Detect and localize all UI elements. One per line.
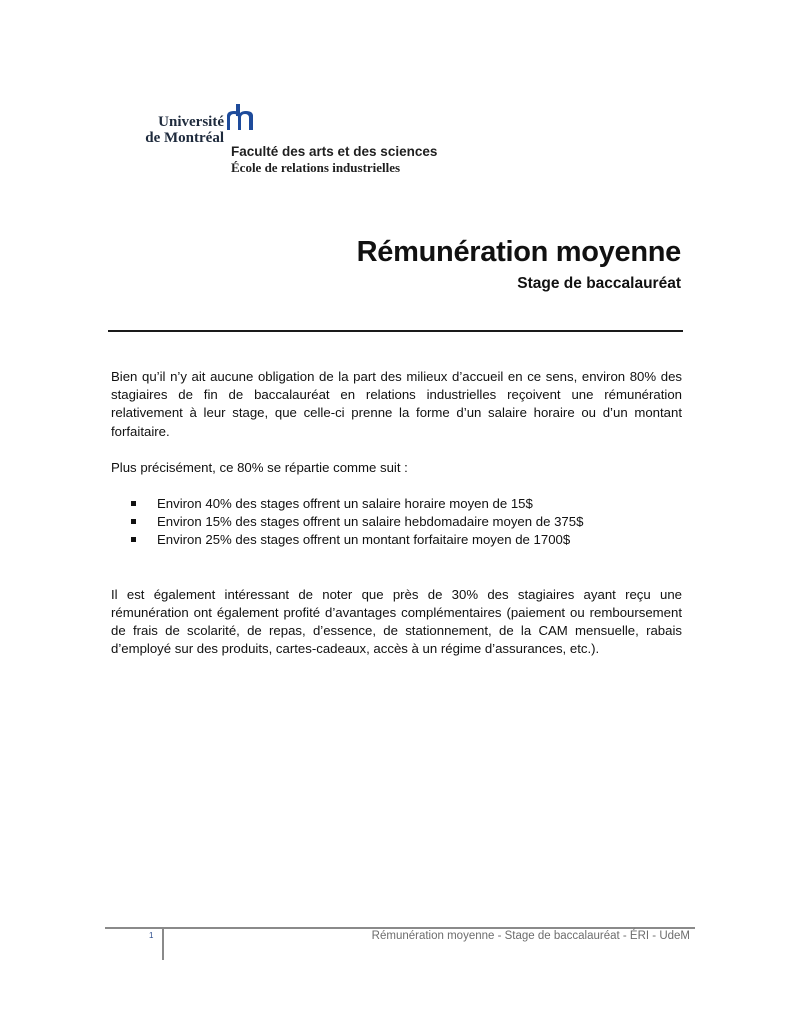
bullet-square-icon — [131, 501, 136, 506]
bullet-square-icon — [131, 519, 136, 524]
document-title: Rémunération moyenne — [356, 236, 681, 268]
page-number: 1 — [149, 931, 154, 940]
list-item — [131, 513, 682, 531]
bullet-list — [111, 495, 682, 550]
footer-vertical-divider — [162, 927, 164, 960]
paragraph-breakdown: Plus précisément, ce 80% se répartie comme suit : — [111, 459, 408, 475]
faculty-name: Faculté des arts et des sciences — [231, 144, 438, 159]
header-divider — [108, 330, 683, 332]
paragraph-intro: Bien qu’il n’y ait aucune obligation de la part des milieux d’accueil en ce sens, environ 80% des stagiaires de fin de baccalauréat en relations industrielles reçoivent une rémunération relativement à leur stage, que celle-ci prenne la forme d’un salaire horaire ou d’un montant forfaitaire. — [111, 369, 682, 439]
udem-emblem-icon — [227, 104, 253, 130]
footer-divider — [105, 927, 695, 929]
document-subtitle: Stage de baccalauréat — [517, 275, 681, 292]
paragraph-benefits: Il est également intéressant de noter que près de 30% des stagiaires ayant reçu une rémunération ont également profité d’avantages complémentaires (paiement ou remboursement de frais de scolarité, de repas, d’essence, de stationnement, de la CAM mensuelle, rabais d’employé sur des produits, cartes-cadeaux, accès à un régime d’assurances, etc.). — [111, 586, 682, 657]
bullet-square-icon — [131, 537, 136, 542]
footer-text: Rémunération moyenne - Stage de baccalauréat - ÉRI - UdeM — [371, 930, 690, 942]
list-item — [131, 531, 682, 549]
list-item-text: Environ 15% des stages offrent un salaire hebdomadaire moyen de 375$ — [157, 514, 584, 530]
school-name: École de relations industrielles — [231, 160, 401, 175]
university-name — [134, 114, 224, 146]
list-item-text: Environ 40% des stages offrent un salaire horaire moyen de 15$ — [157, 496, 533, 512]
list-item — [131, 495, 682, 513]
university-name-line2: de Montréal — [145, 130, 224, 146]
university-name-line1: Université — [158, 114, 224, 130]
list-item-text: Environ 25% des stages offrent un montant forfaitaire moyen de 1700$ — [157, 532, 571, 548]
document-body — [111, 368, 682, 658]
university-logo — [130, 100, 438, 180]
